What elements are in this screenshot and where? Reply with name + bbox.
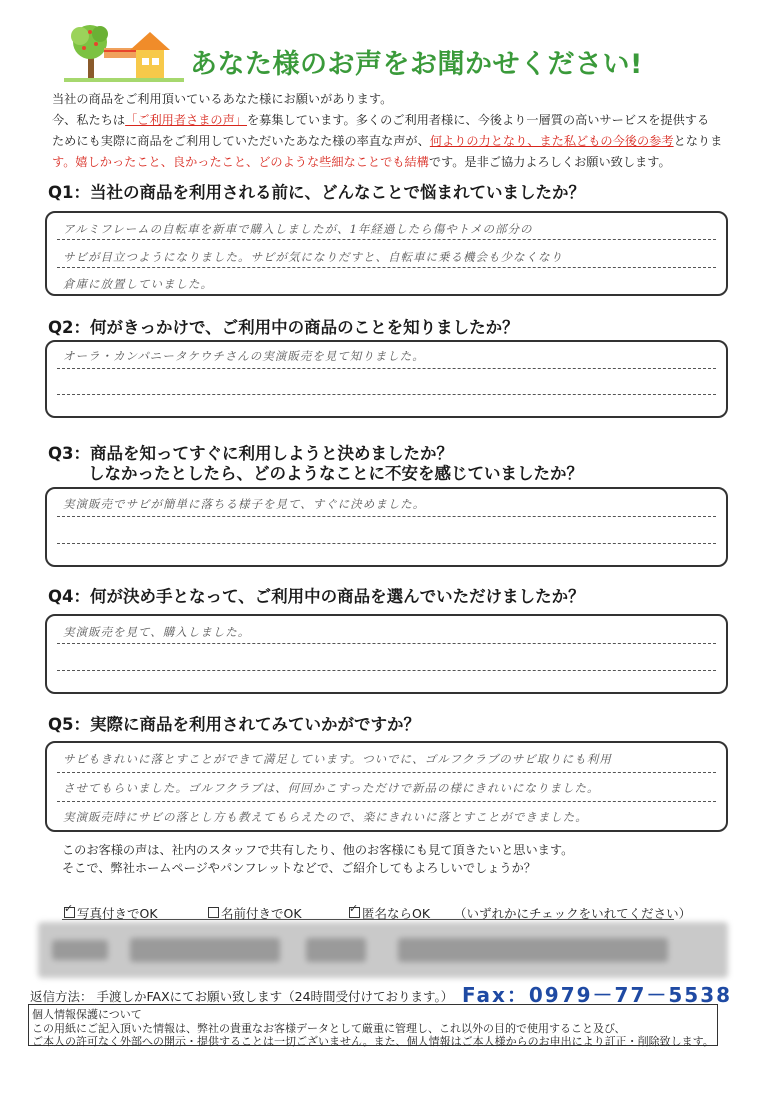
intro-highlight-reference: 何よりの力となり、また私どもの今後の参考	[429, 134, 674, 148]
intro-line-3-a: ためにも実際に商品をご利用していただいたあなた様の率直な声が、	[52, 134, 430, 148]
page-title: あなた様のお声をお聞かせください!	[190, 49, 643, 80]
intro-line-1: 当社の商品をご利用頂いているあなた様にお願いがあります。	[52, 92, 393, 106]
question-3-label-2: しなかったとしたら、どのようなことに不安を感じていましたか？	[88, 464, 583, 483]
answer-line: 実演販売時にサビの落とし方も教えてもらえたので、楽にきれいに落とすことができました。	[63, 810, 588, 824]
intro-line-4-b: です。是非ご協力よろしくお願い致します。	[428, 155, 671, 169]
question-1-answer-box[interactable]	[45, 211, 728, 296]
consent-options	[62, 904, 692, 921]
fax-number-value: 0979－77－5538	[528, 983, 733, 1007]
question-4-label: Q4：何が決め手となって、ご利用中の商品を選んでいただけましたか？	[48, 587, 585, 606]
question-5-label: Q5：実際に商品を利用されてみていかがですか？	[48, 715, 421, 734]
consent-name[interactable]	[208, 904, 302, 922]
question-5-answer-box[interactable]	[45, 741, 728, 832]
answer-line: 倉庫に放置していました。	[63, 277, 213, 291]
intro-line-2-b: を募集しています。多くのご利用者様に、今後より一層質の高いサービスを提供する	[247, 113, 710, 127]
intro-line-2-a: 今、私たちは	[52, 113, 126, 127]
question-2-answer-box[interactable]	[45, 340, 728, 418]
intro-highlight-voice: 「ご利用者さまの声」	[125, 113, 247, 127]
intro-line-4	[52, 152, 752, 173]
answer-line: 実演販売を見て、購入しました。	[63, 625, 251, 639]
answer-line: サビが目立つようになりました。サビが気になりだすと、自転車に乗る機会も少なくなり	[63, 250, 563, 264]
intro-line-2	[52, 110, 752, 131]
question-2-label: Q2：何がきっかけで、ご利用中の商品のことを知りましたか？	[48, 318, 519, 337]
checkbox-checked-icon[interactable]	[64, 907, 75, 918]
redacted-personal-info	[38, 922, 728, 978]
consent-name-label: 名前付きでOK	[221, 906, 302, 921]
consent-photo-label: 写真付きでOK	[77, 906, 158, 921]
tree-and-house-icon	[64, 20, 192, 84]
question-4-answer-box[interactable]	[45, 614, 728, 694]
privacy-line-1: この用紙にご記入頂いた情報は、弊社の貴重なお客様データとして厳重に管理し、これ以外の目的で使用すること及び、	[32, 1021, 626, 1035]
intro-line-3-b: となりま	[673, 134, 723, 148]
checkbox-checked-icon[interactable]	[349, 907, 360, 918]
intro-highlight-anything: す。嬉しかったこと、良かったこと、どのような些細なことでも結構	[52, 155, 429, 169]
privacy-line-2: ご本人の許可なく外部への開示・提供することは一切ございません。また、個人情報はご本人様からのお申出により訂正・削除致します。	[32, 1035, 714, 1048]
consent-anonymous-label: 匿名ならOK	[362, 906, 431, 921]
consent-note: （いずれかにチェックをいれてください）	[454, 906, 692, 921]
question-3-label: Q3：商品を知ってすぐに利用しようと決めましたか？	[48, 444, 454, 463]
question-3-answer-box[interactable]	[45, 487, 728, 567]
privacy-notice	[28, 1004, 718, 1046]
answer-line: オーラ・カンパニータケウチさんの実演販売を見て知りました。	[63, 349, 425, 363]
checkbox-icon[interactable]	[208, 907, 219, 918]
intro-text	[52, 89, 752, 173]
fax-label: Fax：	[462, 983, 529, 1007]
closing-line-1: このお客様の声は、社内のスタッフで共有したり、他のお客様にも見て頂きたいと思います。	[62, 843, 574, 857]
consent-photo[interactable]	[64, 904, 158, 922]
closing-line-2: そこで、弊社ホームページやパンフレットなどで、ご紹介してもよろしいでしょうか？	[62, 861, 536, 875]
intro-line-3	[52, 131, 752, 152]
consent-anonymous[interactable]	[349, 904, 430, 922]
answer-line: 実演販売でサビが簡単に落ちる様子を見て、すぐに決めました。	[63, 497, 426, 511]
answer-line: アルミフレームの自転車を新車で購入しましたが、1年経過したら傷やトメの部分の	[63, 222, 533, 236]
privacy-heading: 個人情報保護について	[32, 1008, 142, 1021]
answer-line: サビもきれいに落とすことができて満足しています。ついでに、ゴルフクラブのサビ取りにも利用	[63, 752, 612, 766]
answer-line: させてもらいました。ゴルフクラブは、何回かこすっただけで新品の様にきれいになりました。	[63, 781, 600, 795]
question-1-label: Q1：当社の商品を利用される前に、どんなことで悩まれていましたか？	[48, 183, 586, 202]
closing-text	[62, 841, 573, 877]
return-method: 返信方法： 手渡しかFAXにてお願い致します（24時間受付けております。）	[30, 989, 454, 1004]
